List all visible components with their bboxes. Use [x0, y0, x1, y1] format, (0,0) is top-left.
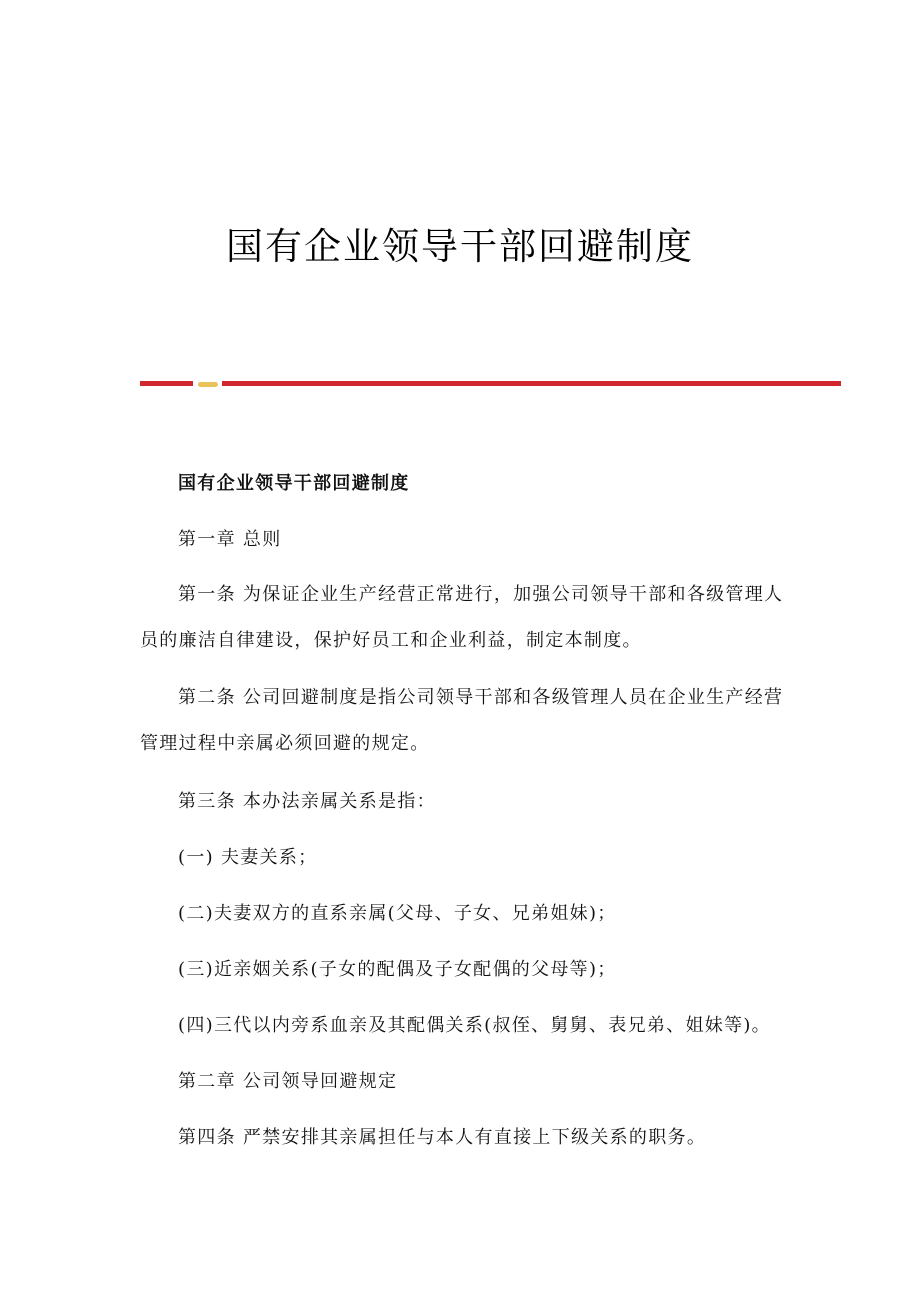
list-item: (一) 夫妻关系；	[178, 847, 318, 868]
divider-ornament	[198, 382, 218, 387]
document-title: 国有企业领导干部回避制度	[226, 225, 694, 268]
section-heading: 国有企业领导干部回避制度	[178, 473, 410, 494]
article-paragraph: 第二条 公司回避制度是指公司领导干部和各级管理人员在企业生产经营管理过程中亲属必须回避的规定。	[140, 687, 784, 754]
list-item: (三)近亲姻关系(子女的配偶及子女配偶的父母等)；	[178, 959, 617, 980]
divider-rule-right	[222, 381, 841, 386]
article-paragraph: 第三条 本办法亲属关系是指：	[178, 791, 436, 812]
chapter-heading: 第一章 总则	[178, 529, 282, 550]
list-item: (四)三代以内旁系血亲及其配偶关系(叔侄、舅舅、表兄弟、姐妹等)。	[178, 1015, 771, 1036]
chapter-heading: 第二章 公司领导回避规定	[178, 1071, 398, 1092]
article-paragraph: 第一条 为保证企业生产经营正常进行，加强公司领导干部和各级管理人员的廉洁自律建设，保护好员工和企业利益，制定本制度。	[140, 584, 784, 651]
list-item: (二)夫妻双方的直系亲属(父母、子女、兄弟姐妹)；	[178, 903, 617, 924]
divider-rule-left	[140, 381, 193, 386]
article-paragraph: 第四条 严禁安排其亲属担任与本人有直接上下级关系的职务。	[178, 1127, 707, 1148]
